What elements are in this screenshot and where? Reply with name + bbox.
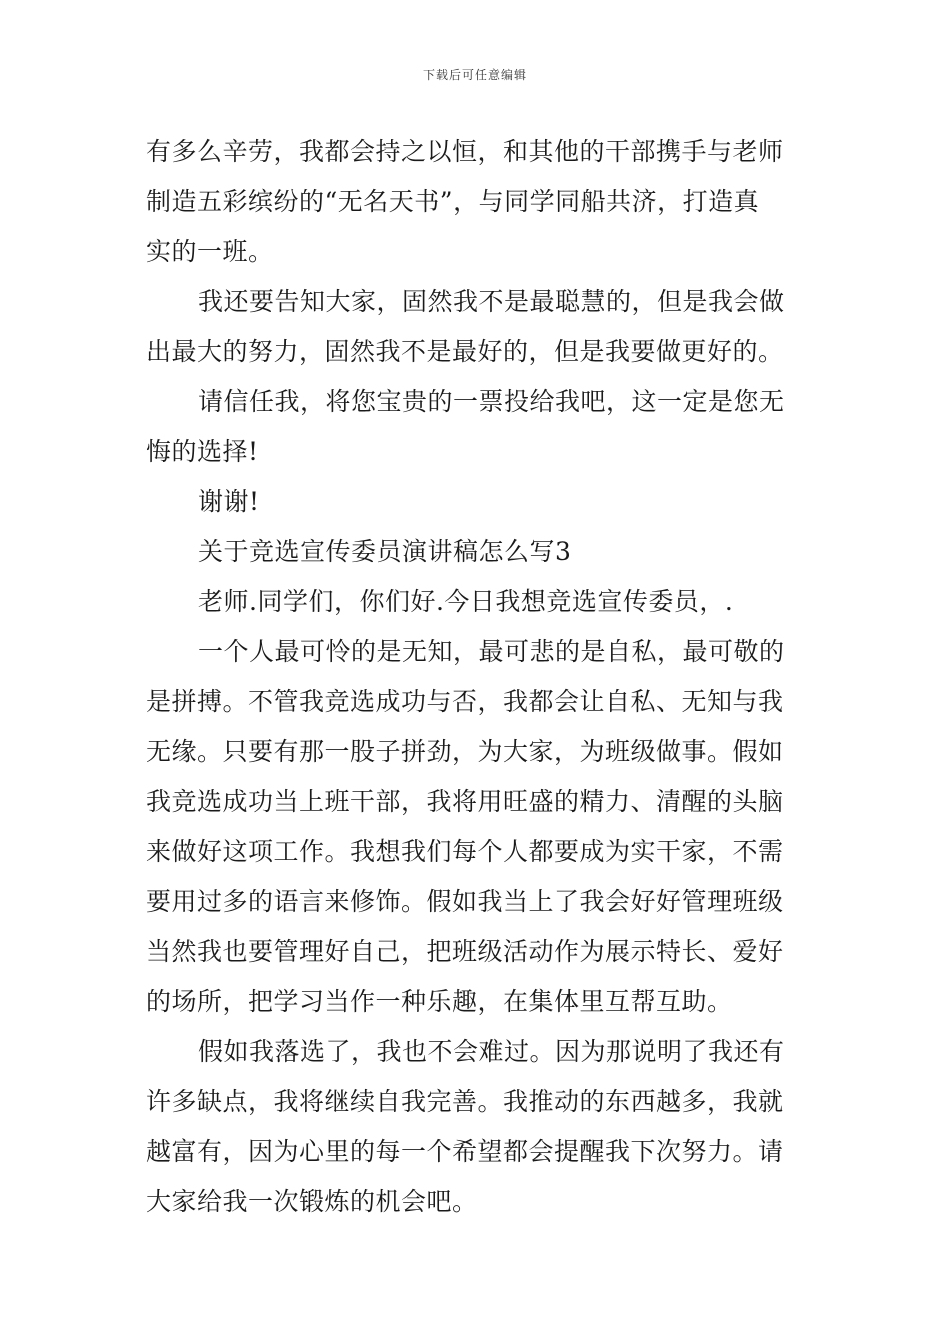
text-line: 越富有，因为心里的每一个希望都会提醒我下次努力。请: [146, 1137, 784, 1166]
text-line: 悔的选择!: [146, 437, 259, 466]
text-line: 当然我也要管理好自己，把班级活动作为展示特长、爱好: [146, 937, 784, 966]
text-line: 的场所，把学习当作一种乐趣，在集体里互帮互助。: [146, 987, 733, 1016]
text-line: 我还要告知大家，固然我不是最聪慧的，但是我会做: [198, 287, 785, 316]
text-line: 谢谢!: [198, 487, 260, 516]
text-line: 我竞选成功当上班干部，我将用旺盛的精力、清醒的头脑: [146, 787, 784, 816]
text-line: 老师.同学们，你们好.今日我想竞选宣传委员，.: [198, 587, 734, 616]
text-line: 一个人最可怜的是无知，最可悲的是自私，最可敬的: [198, 637, 785, 666]
text-line: 许多缺点，我将继续自我完善。我推动的东西越多，我就: [146, 1087, 784, 1116]
header-note: 下载后可任意编辑: [422, 68, 527, 82]
text-line: 出最大的努力，固然我不是最好的，但是我要做更好的。: [146, 337, 784, 366]
text-line: 来做好这项工作。我想我们每个人都要成为实干家，不需: [146, 837, 784, 866]
text-line: 无缘。只要有那一股子拼劲，为大家，为班级做事。假如: [146, 737, 784, 766]
text-line: 实的一班。: [146, 237, 274, 266]
text-line: 是拼搏。不管我竞选成功与否，我都会让自私、无知与我: [146, 687, 784, 716]
text-line: 大家给我一次锻炼的机会吧。: [146, 1187, 478, 1216]
text-line: 关于竞选宣传委员演讲稿怎么写3: [198, 537, 572, 566]
text-line: 要用过多的语言来修饰。假如我当上了我会好好管理班级: [146, 887, 784, 916]
document-body: [146, 127, 806, 1227]
text-line: 制造五彩缤纷的“无名天书”，与同学同船共济，打造真: [146, 187, 760, 216]
text-line: 假如我落选了，我也不会难过。因为那说明了我还有: [198, 1037, 785, 1066]
text-line: 请信任我，将您宝贵的一票投给我吧，这一定是您无: [198, 387, 785, 416]
text-line: 有多么辛劳，我都会持之以恒，和其他的干部携手与老师: [146, 137, 784, 166]
